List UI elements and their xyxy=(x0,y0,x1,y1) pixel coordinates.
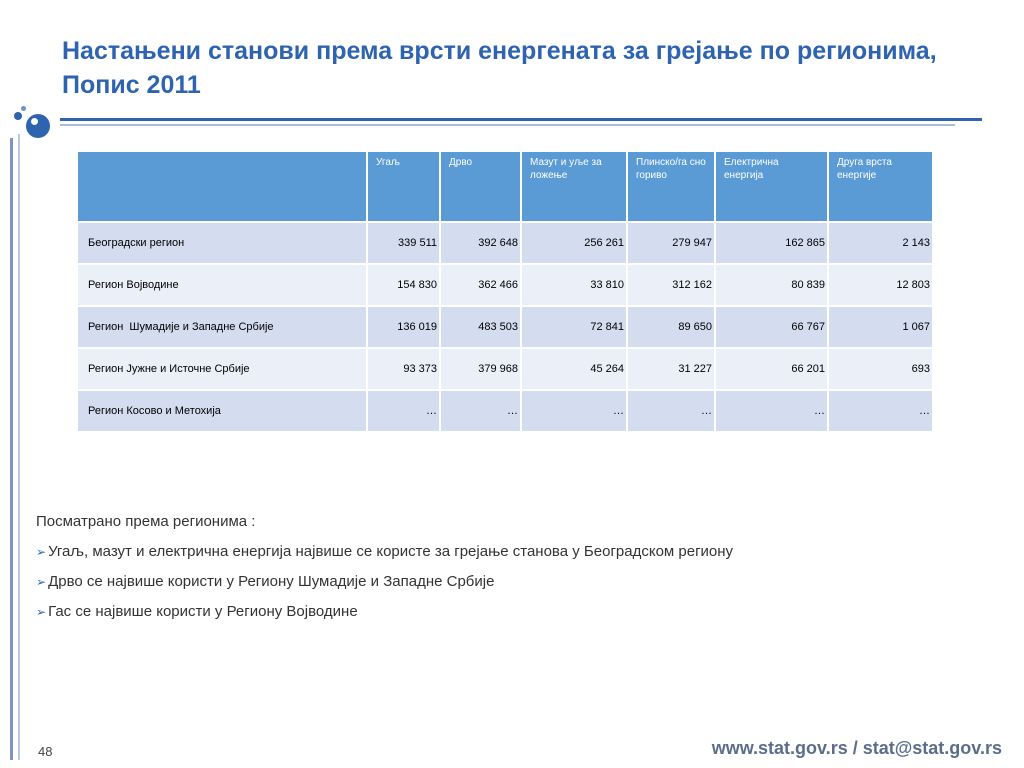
value-cell: 2 143 xyxy=(828,222,933,264)
table-header-cell: Мазут и уље за ложење xyxy=(521,151,627,222)
value-cell: 154 830 xyxy=(367,264,440,306)
table-row xyxy=(77,390,933,432)
value-cell: … xyxy=(367,390,440,432)
title-underline xyxy=(60,118,982,121)
region-cell: Регион Косово и Метохија xyxy=(77,390,367,432)
region-cell: Регион Војводине xyxy=(77,264,367,306)
region-cell: Регион Јужне и Источне Србије xyxy=(77,348,367,390)
value-cell: 45 264 xyxy=(521,348,627,390)
heating-energy-table xyxy=(76,150,934,433)
bullet-item xyxy=(36,602,836,622)
value-cell: 379 968 xyxy=(440,348,521,390)
region-cell: Регион Шумадије и Западне Србије xyxy=(77,306,367,348)
arrow-bullet-icon: ➢ xyxy=(36,575,47,589)
value-cell: 12 803 xyxy=(828,264,933,306)
value-cell: … xyxy=(627,390,715,432)
bullet-item xyxy=(36,542,836,562)
region-cell: Београдски регион xyxy=(77,222,367,264)
table-header-cell: Друга врста енергије xyxy=(828,151,933,222)
table-row xyxy=(77,222,933,264)
footer-contact[interactable]: www.stat.gov.rs / stat@stat.gov.rs xyxy=(711,738,1002,758)
value-cell: … xyxy=(440,390,521,432)
value-cell: 89 650 xyxy=(627,306,715,348)
value-cell: … xyxy=(715,390,828,432)
value-cell: 392 648 xyxy=(440,222,521,264)
notes-intro: Посматрано према регионима : xyxy=(36,513,256,530)
table-header-row xyxy=(77,151,933,222)
value-cell: 72 841 xyxy=(521,306,627,348)
value-cell: 362 466 xyxy=(440,264,521,306)
value-cell: 279 947 xyxy=(627,222,715,264)
value-cell: 93 373 xyxy=(367,348,440,390)
arrow-bullet-icon: ➢ xyxy=(36,545,47,559)
page-number: 48 xyxy=(38,744,53,759)
page-title: Настањени станови према врсти енергената за грејање по регионима, Попис 2011 xyxy=(62,37,937,99)
table-row xyxy=(77,264,933,306)
value-cell: 136 019 xyxy=(367,306,440,348)
value-cell: 483 503 xyxy=(440,306,521,348)
value-cell: 1 067 xyxy=(828,306,933,348)
value-cell: … xyxy=(828,390,933,432)
notes-section xyxy=(36,512,836,632)
left-border-line xyxy=(10,138,13,760)
value-cell: … xyxy=(521,390,627,432)
decorative-dot-icon xyxy=(21,106,26,111)
arrow-bullet-icon: ➢ xyxy=(36,605,47,619)
value-cell: 66 767 xyxy=(715,306,828,348)
table-header-cell: Дрво xyxy=(440,151,521,222)
bullet-text: Гас се највише користи у Региону Војводине xyxy=(48,603,358,620)
title-underline-secondary xyxy=(60,124,955,126)
table-header-cell xyxy=(77,151,367,222)
bullet-text: Угаљ, мазут и електрична енергија највише се користе за грејање станова у Београдском региону xyxy=(48,543,734,560)
value-cell: 66 201 xyxy=(715,348,828,390)
value-cell: 31 227 xyxy=(627,348,715,390)
table-row xyxy=(77,348,933,390)
bullet-text: Дрво се највише користи у Региону Шумадије и Западне Србије xyxy=(48,573,495,590)
table-row xyxy=(77,306,933,348)
value-cell: 80 839 xyxy=(715,264,828,306)
value-cell: 339 511 xyxy=(367,222,440,264)
left-border-line-secondary xyxy=(18,134,20,760)
table-header-cell: Електрична енергија xyxy=(715,151,828,222)
decorative-circle-icon xyxy=(26,114,50,138)
table-header-cell: Угаљ xyxy=(367,151,440,222)
value-cell: 33 810 xyxy=(521,264,627,306)
value-cell: 162 865 xyxy=(715,222,828,264)
bullet-item xyxy=(36,572,836,592)
table-header-cell: Плинско/га сно гориво xyxy=(627,151,715,222)
decorative-dot-icon xyxy=(14,112,22,120)
value-cell: 312 162 xyxy=(627,264,715,306)
value-cell: 256 261 xyxy=(521,222,627,264)
value-cell: 693 xyxy=(828,348,933,390)
